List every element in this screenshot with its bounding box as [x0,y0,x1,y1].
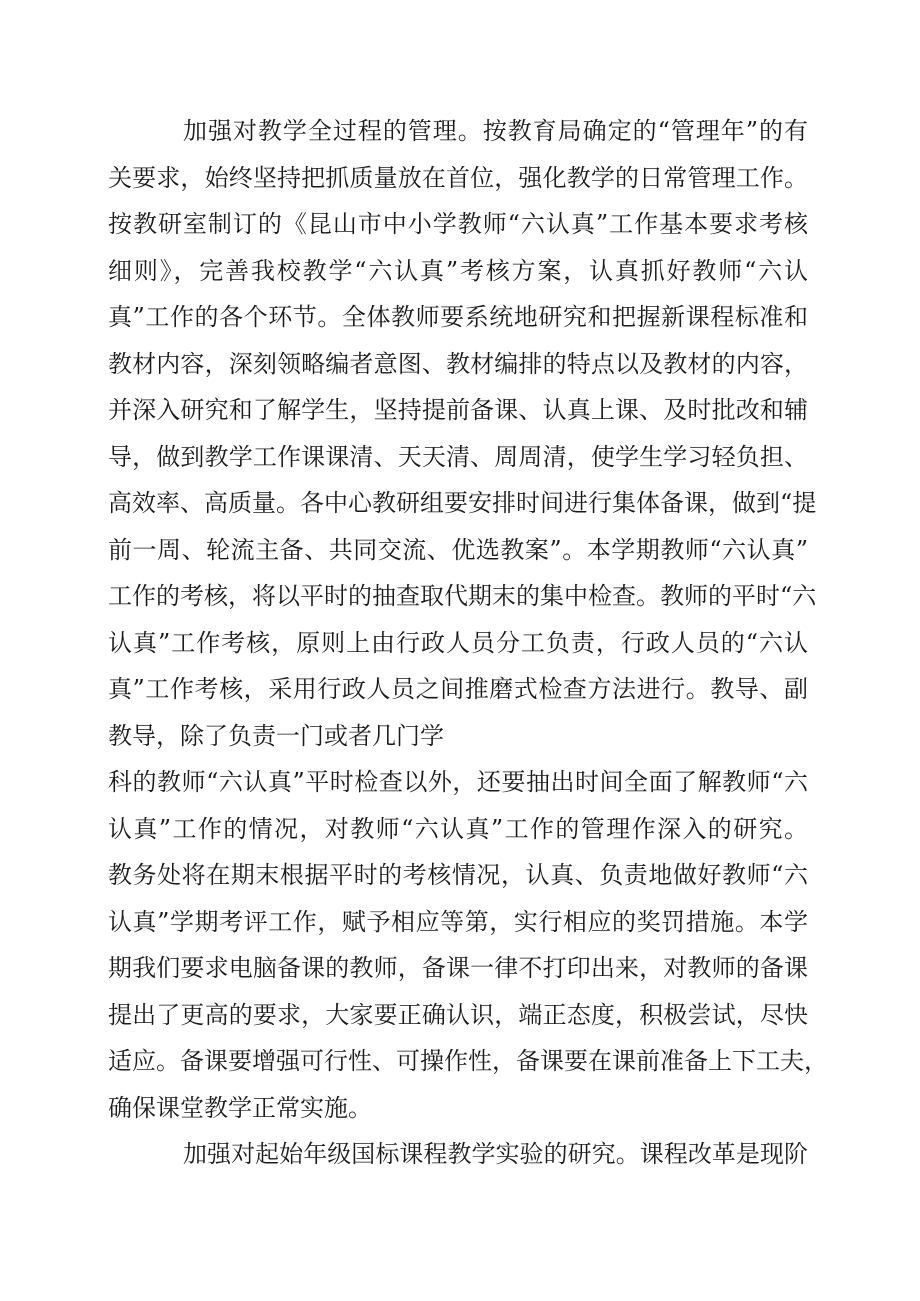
text-line: 高效率、高质量。各中心教研组要安排时间进行集体备课，做到“提 [108,489,817,517]
text-line: 提出了更高的要求，大家要正确认识，端正态度，积极尝试，尽快 [108,1000,808,1029]
text-line: 认真”工作考核，原则上由行政人员分工负责，行政人员的“六认 [108,628,808,657]
text-line: 加强对教学全过程的管理。按教育局确定的“管理年”的有 [183,117,808,145]
text-line: 适应。备课要增强可行性、可操作性，备课要在课前准备上下工夫， [108,1047,828,1075]
text-line: 教材内容，深刻领略编者意图、教材编排的特点以及教材的内容， [108,349,808,378]
text-line: 细则》，完善我校教学“六认真”考核方案，认真抓好教师“六认 [108,256,808,285]
text-line: 并深入研究和了解学生，坚持提前备课、认真上课、及时批改和辅 [108,396,808,424]
text-line: 按教研室制订的《昆山市中小学教师“六认真”工作基本要求考核 [108,210,808,238]
text-line: 期我们要求电脑备课的教师，备课一律不打印出来，对教师的备课 [108,954,808,982]
text-line: 认真”学期考评工作，赋予相应等第，实行相应的奖罚措施。本学 [108,907,808,936]
text-line: 工作的考核，将以平时的抽查取代期末的集中检查。教师的平时“六 [108,582,817,610]
text-line: 导，做到教学工作课课清、天天清、周周清，使学生学习轻负担、 [108,442,808,471]
text-line: 认真”工作的情况，对教师“六认真”工作的管理作深入的研究。 [108,814,808,843]
text-line: 加强对起始年级国标课程教学实验的研究。课程改革是现阶 [183,1140,808,1168]
text-line: 教导，除了负责一门或者几门学 [108,721,444,750]
text-line: 确保课堂教学正常实施。 [108,1093,372,1122]
text-line: 教务处将在期末根据平时的考核情况，认真、负责地做好教师“六 [108,861,808,889]
text-line: 科的教师“六认真”平时检查以外，还要抽出时间全面了解教师“六 [108,768,808,796]
text-line: 前一周、轮流主备、共同交流、优选教案”。本学期教师“六认真” [108,535,808,564]
document-body [108,108,828,1178]
text-line: 关要求，始终坚持把抓质量放在首位，强化教学的日常管理工作。 [108,163,808,192]
text-line: 真”工作的各个环节。全体教师要系统地研究和把握新课程标准和 [108,303,808,331]
text-line: 真”工作考核，采用行政人员之间推磨式检查方法进行。教导、副 [108,675,808,703]
